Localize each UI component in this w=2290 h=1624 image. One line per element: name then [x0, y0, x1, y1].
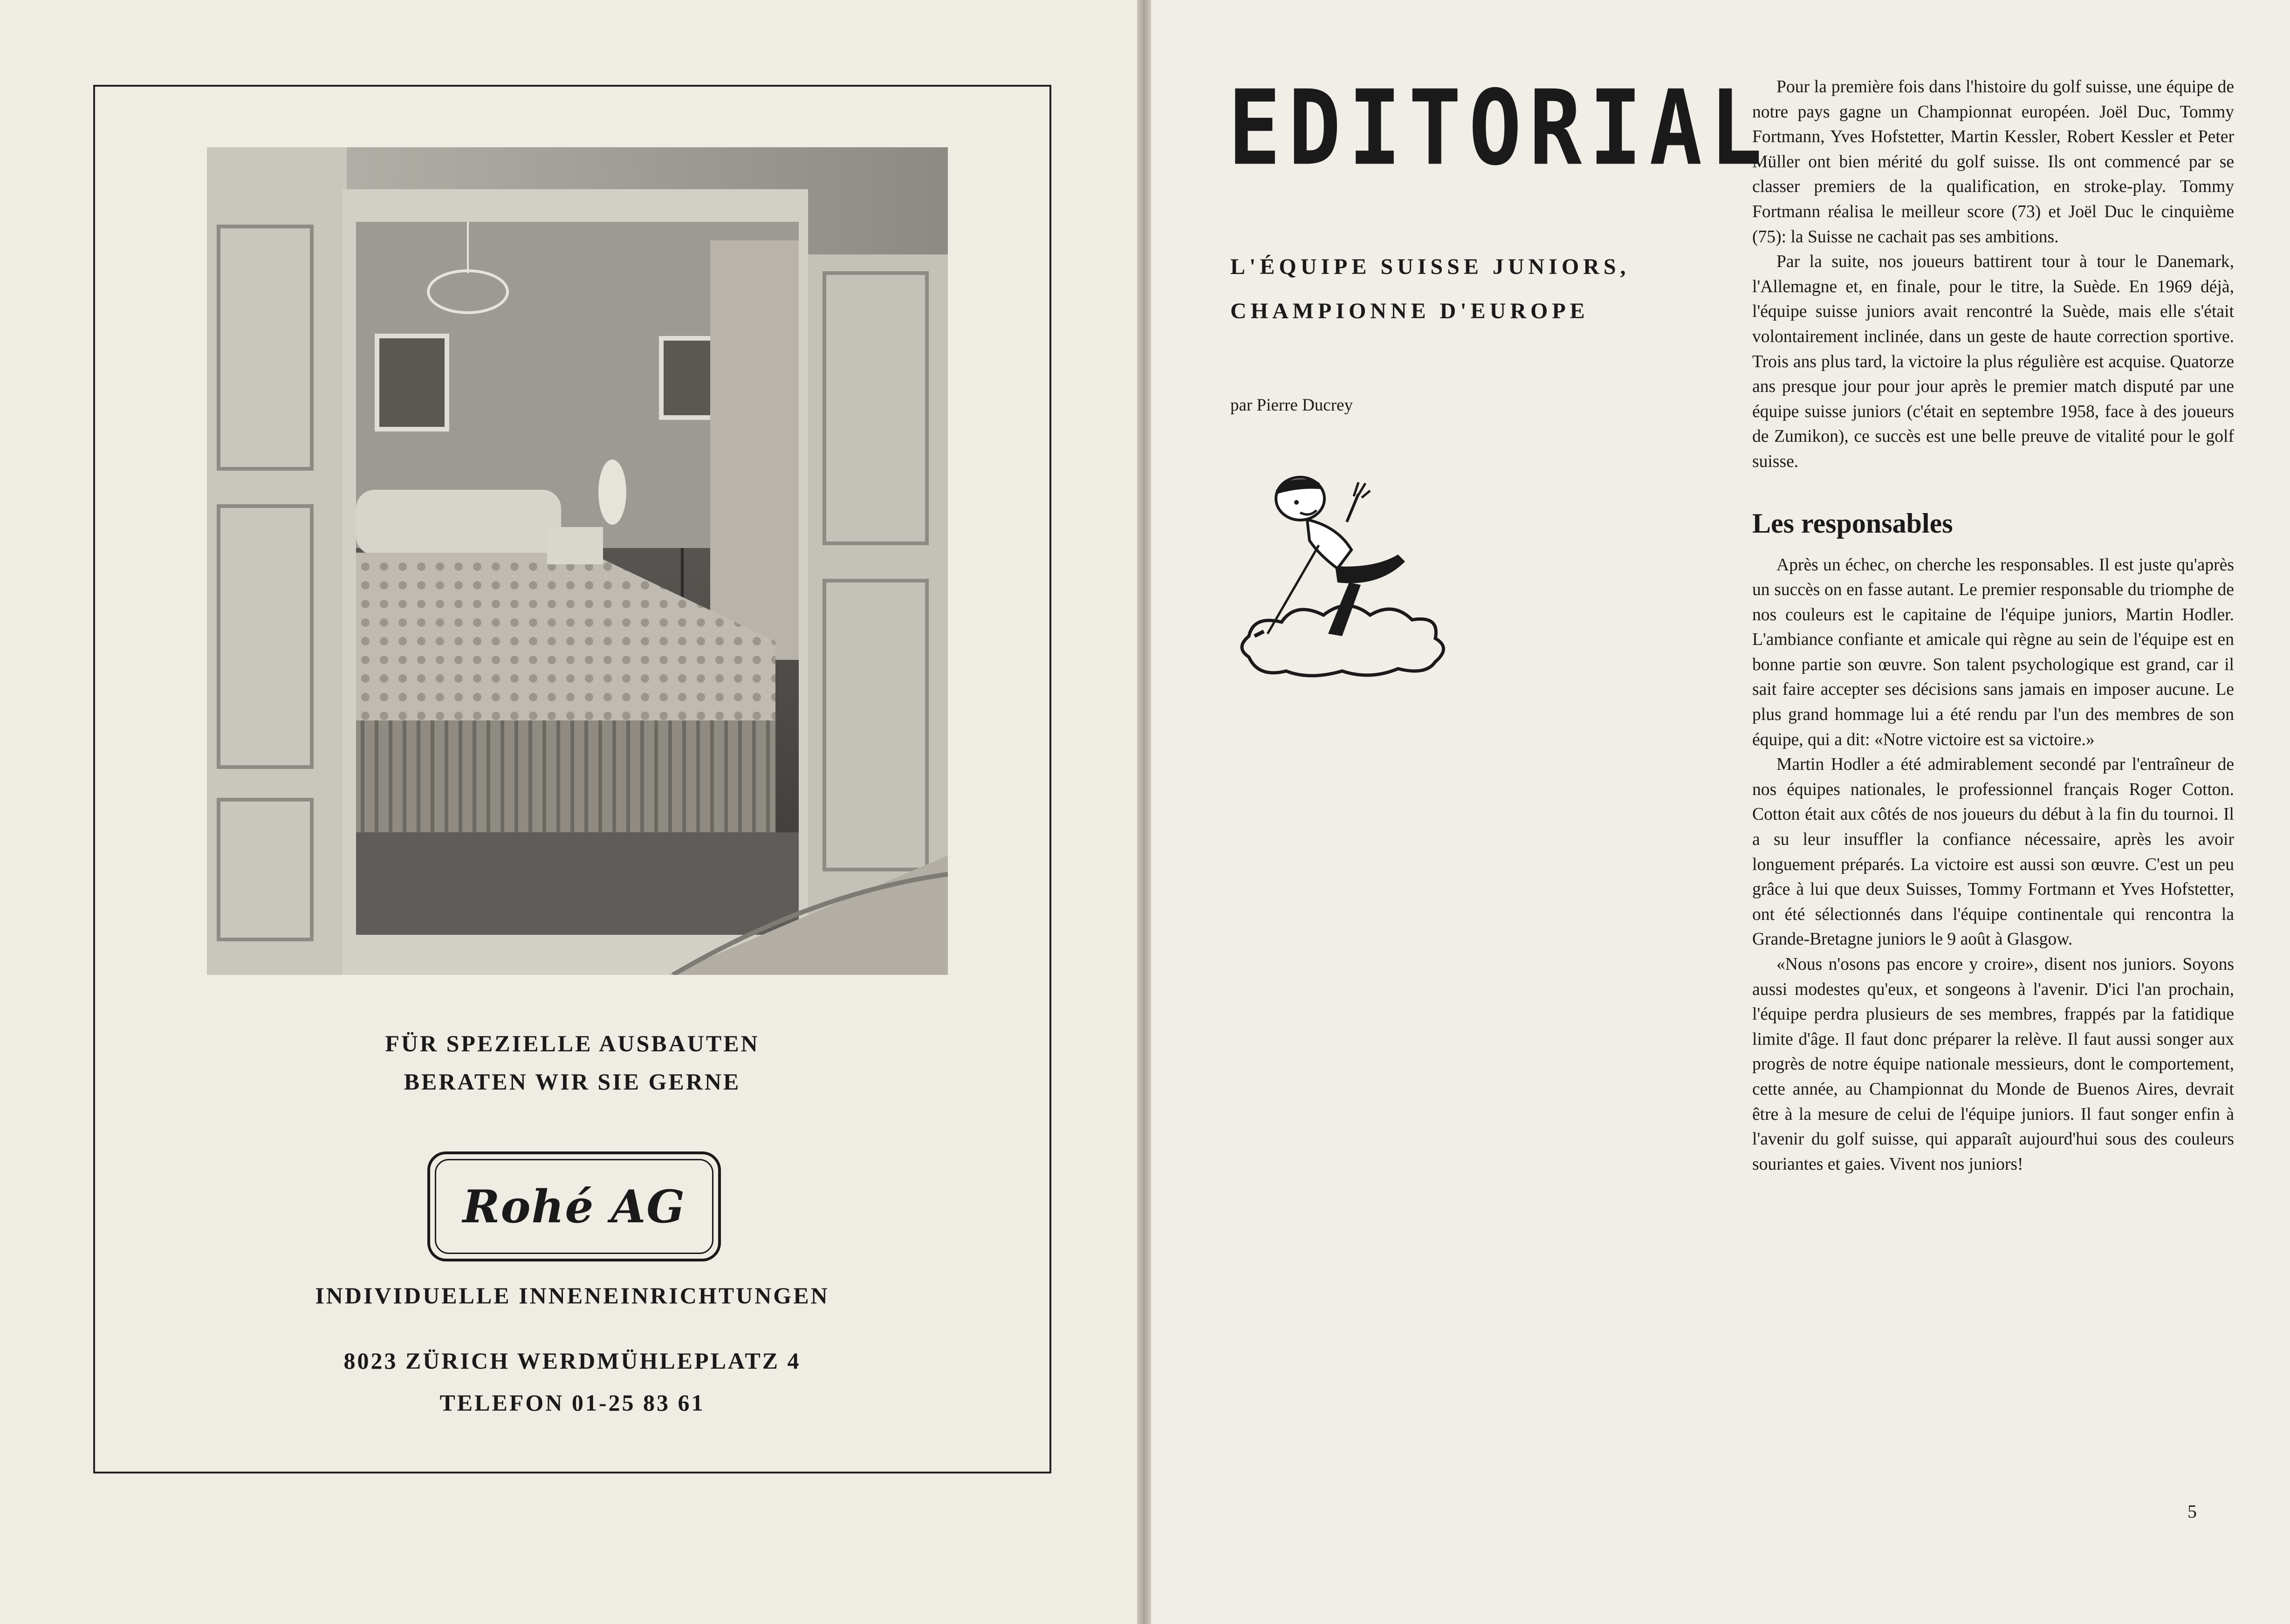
bedroom-photo-illustration: [207, 147, 948, 975]
paragraph-intro-1: Pour la première fois dans l'histoire du golf suisse, une équipe de notre pays gagne un Championnat européen. Joël Duc, Tommy Fortmann, Yves Hofstetter, Martin Kessler, Robert Kessler et Peter Müller ont bien mérité du golf suisse. Ils ont commencé par se classer premiers de la qualification, en stroke-play. Tommy Fortmann réalisa le meilleur score (73) et Joël Duc le cinquième (75): la Suisse ne cachait pas ses ambitions.: [1752, 77, 2234, 247]
page-gutter: [1137, 0, 1151, 1624]
paragraph-section2-3: «Nous n'osons pas encore y croire», disent nos juniors. Soyons aussi modestes qu'eux, et songeons à l'avenir. D'ici l'an prochain, l'équipe perdra plusieurs de ses membres, frappés par la fatidique limite d'âge. Il faut donc préparer la relève. Il faut aussi songer aux progrès de notre équipe nationale messieurs, dont le comportement, cette année, au Championnat du Monde de Buenos Aires, devrait être à la mesure de celui de l'équipe juniors. Il faut songer enfin à l'avenir du golf suisse, qui apparaît aujourd'hui sous des couleurs souriantes et gaies. Vivent nos juniors!: [1752, 955, 2234, 1174]
ad-phone: TELEFON 01-25 83 61: [439, 1390, 705, 1416]
article-subtitle-line-1: L'ÉQUIPE SUISSE JUNIORS,: [1230, 254, 1630, 279]
left-page-advertisement: [0, 0, 1137, 1624]
right-page-editorial: [1151, 0, 2290, 1624]
bedroom-photo: [207, 147, 948, 975]
section-title: EDITORIAL: [1228, 68, 1770, 189]
paragraph-section2-2: Martin Hodler a été admirablement secondé par l'entraîneur de nos équipes nationales, le professionnel français Roger Cotton. Cotton était aux côtés de nos joueurs du début à la fin du tournoi. Il a su leur insuffler la confiance nécessaire, après les avoir longuement préparés. La victoire est aussi son œuvre. C'est un peu grâce à lui que deux Suisses, Tommy Fortmann et Yves Hofstetter, ont été sélectionnés dans l'équipe continentale qui rencontra la Grande-Bretagne juniors le 9 août à Glasgow.: [1752, 755, 2234, 949]
section-heading-les-responsables: Les responsables: [1752, 507, 1953, 539]
ad-heading-line-2: BERATEN WIR SIE GERNE: [404, 1069, 741, 1095]
article-subtitle-line-2: CHAMPIONNE D'EUROPE: [1230, 299, 1589, 323]
article-byline: par Pierre Ducrey: [1230, 396, 1353, 415]
article-body: [1752, 75, 2234, 1177]
page-number: 5: [2187, 1501, 2197, 1522]
ad-tagline: INDIVIDUELLE INNENEINRICHTUNGEN: [315, 1282, 830, 1309]
paragraph-section2-1: Après un échec, on cherche les responsables. Il est juste qu'après un succès on en fasse autant. Le premier responsable du triomphe de nos couleurs est le capitaine de l'équipe juniors, Martin Hodler. L'ambiance confiante et amicale qui règne au sein de l'équipe est en bonne partie son œuvre. Son talent psychologique est grand, car il sait faire accepter ses décisions sans jamais en imposer aucune. Le plus grand hommage lui a été rendu par l'un des membres de son équipe, qui a dit: «Notre victoire est sa victoire.»: [1752, 555, 2234, 749]
ad-heading-line-1: FÜR SPEZIELLE AUSBAUTEN: [385, 1030, 760, 1056]
golfer-cartoon-illustration: [1230, 461, 1454, 699]
logo-text: Rohé AG: [462, 1180, 686, 1233]
ad-address: 8023 ZÜRICH WERDMÜHLEPLATZ 4: [343, 1348, 801, 1374]
rohe-ag-logo: [427, 1151, 721, 1261]
paragraph-intro-2: Par la suite, nos joueurs battirent tour à tour le Danemark, l'Allemagne et, en finale, pour le titre, la Suède. En 1969 déjà, l'équipe suisse juniors avait rencontré la Suède, mais elle s'était volontairement inclinée, dans un geste de haute correction sportive. Trois ans plus tard, la victoire la plus régulière est acquise. Quatorze ans presque jour pour jour après le premier match disputé par une équipe suisse juniors (c'était en septembre 1958, face à des joueurs de Zumikon), ce succès est une belle preuve de vitalité pour le golf suisse.: [1752, 252, 2234, 471]
advertisement-frame: [93, 85, 1051, 1473]
